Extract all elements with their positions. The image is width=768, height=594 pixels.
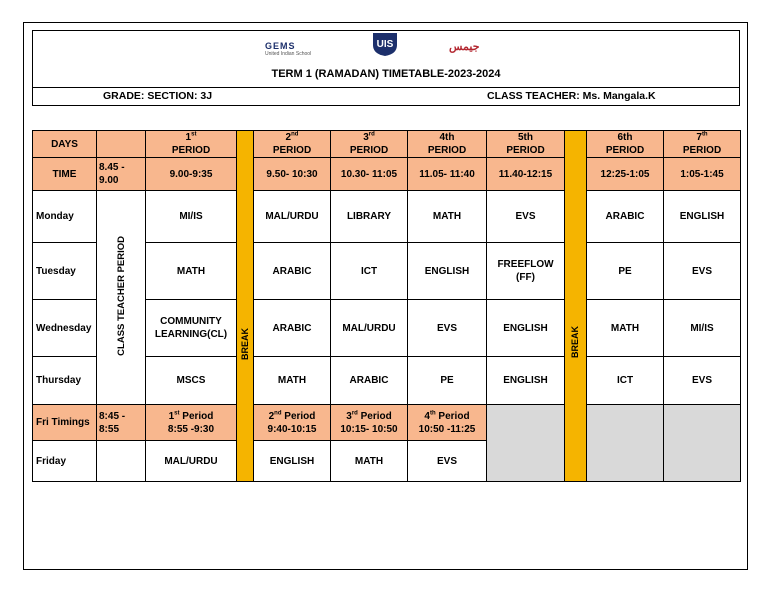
subject-cell: ENGLISH: [487, 300, 565, 357]
subject-cell: EVS: [408, 441, 487, 482]
empty-cell: [664, 405, 741, 482]
break-column-2: BREAK: [565, 131, 587, 482]
subject-cell: MI/IS: [664, 300, 741, 357]
page-title: TERM 1 (RAMADAN) TIMETABLE-2023-2024: [271, 68, 501, 80]
subject-cell: MATH: [331, 441, 408, 482]
subject-cell: PE: [587, 243, 664, 300]
subject-cell: MAL/URDU: [254, 191, 331, 243]
subject-cell: FREEFLOW (FF): [487, 243, 565, 300]
subject-cell: ARABIC: [254, 300, 331, 357]
period-header: 7th PERIOD: [664, 131, 741, 158]
days-header: DAYS: [33, 131, 97, 158]
subject-cell: ARABIC: [254, 243, 331, 300]
fri-period-time: 3rd Period 10:15- 10:50: [331, 405, 408, 441]
subject-cell: ARABIC: [587, 191, 664, 243]
day-label: Thursday: [33, 357, 97, 405]
fri-ct-time: 8:45 - 8:55: [97, 405, 146, 441]
day-label: Tuesday: [33, 243, 97, 300]
svg-text:UIS: UIS: [376, 39, 394, 50]
empty-cell: [487, 405, 565, 482]
ct-header-blank: [97, 131, 146, 158]
fri-period-time: 4th Period 10:50 -11:25: [408, 405, 487, 441]
period-time: 9.50- 10:30: [254, 158, 331, 191]
day-label: Wednesday: [33, 300, 97, 357]
day-label: Monday: [33, 191, 97, 243]
period-time: 11.40-12:15: [487, 158, 565, 191]
period-header: 3rd PERIOD: [331, 131, 408, 158]
time-header: TIME: [33, 158, 97, 191]
timetable-table: [32, 130, 741, 482]
grade-section: GRADE: SECTION: 3J: [103, 90, 213, 102]
period-header: 1st PERIOD: [146, 131, 237, 158]
period-header: 5th PERIOD: [487, 131, 565, 158]
subject-cell: MATH: [587, 300, 664, 357]
subject-cell: ENGLISH: [408, 243, 487, 300]
day-label: Friday: [33, 441, 97, 482]
subject-cell: ENGLISH: [664, 191, 741, 243]
period-time: 11.05- 11:40: [408, 158, 487, 191]
period-time: 10.30- 11:05: [331, 158, 408, 191]
period-time: 9.00-9:35: [146, 158, 237, 191]
subject-cell: ENGLISH: [254, 441, 331, 482]
subject-cell: EVS: [664, 357, 741, 405]
subject-cell: MSCS: [146, 357, 237, 405]
period-header: 4th PERIOD: [408, 131, 487, 158]
subject-cell: MAL/URDU: [146, 441, 237, 482]
period-header: 2nd PERIOD: [254, 131, 331, 158]
period-header-row: [33, 131, 741, 158]
fri-period-time: 1st Period 8:55 -9:30: [146, 405, 237, 441]
fri-period-time: 2nd Period 9:40-10:15: [254, 405, 331, 441]
uis-logo: [370, 31, 400, 57]
subject-cell: PE: [408, 357, 487, 405]
subject-cell: EVS: [664, 243, 741, 300]
class-teacher-period-cell: CLASS TEACHER PERIOD: [97, 191, 146, 405]
ct-time: 8.45 - 9.00: [97, 158, 146, 191]
fri-timings-row: [33, 405, 741, 441]
day-row-monday: [33, 191, 741, 243]
arabic-logo: جيمس: [449, 41, 480, 53]
subject-cell: EVS: [408, 300, 487, 357]
subject-cell: EVS: [487, 191, 565, 243]
subject-cell: MATH: [146, 243, 237, 300]
subject-cell: ICT: [331, 243, 408, 300]
subject-cell: ARABIC: [331, 357, 408, 405]
class-info-bar: [32, 88, 740, 106]
fri-timings-label: Fri Timings: [33, 405, 97, 441]
period-header: 6th PERIOD: [587, 131, 664, 158]
subject-cell: ENGLISH: [487, 357, 565, 405]
empty-cell: [97, 441, 146, 482]
time-row: [33, 158, 741, 191]
subject-cell: ICT: [587, 357, 664, 405]
period-time: 12:25-1:05: [587, 158, 664, 191]
empty-cell: [587, 405, 664, 482]
subject-cell: LIBRARY: [331, 191, 408, 243]
subject-cell: MATH: [254, 357, 331, 405]
gems-logo: GEMS United Indian School: [265, 41, 312, 57]
subject-cell: MATH: [408, 191, 487, 243]
break-column-1: BREAK: [237, 131, 254, 482]
subject-cell: COMMUNITY LEARNING(CL): [146, 300, 237, 357]
period-time: 1:05-1:45: [664, 158, 741, 191]
subject-cell: MI/IS: [146, 191, 237, 243]
timetable-header: [32, 30, 740, 88]
class-teacher: CLASS TEACHER: Ms. Mangala.K: [487, 90, 656, 102]
subject-cell: MAL/URDU: [331, 300, 408, 357]
